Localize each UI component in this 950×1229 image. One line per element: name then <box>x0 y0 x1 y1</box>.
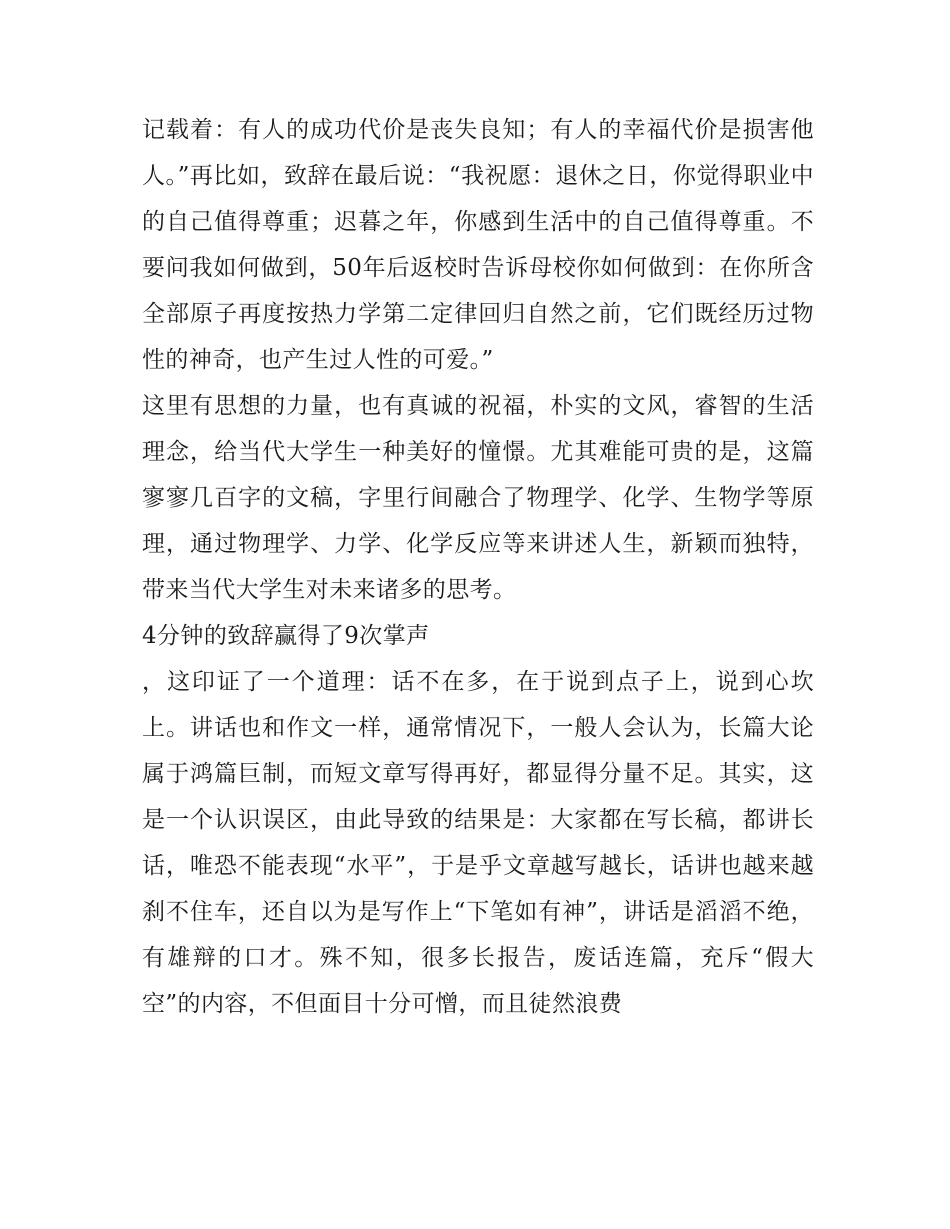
paragraph-speech-quote: 记载着：有人的成功代价是丧失良知；有人的幸福代价是损害他人。”再比如，致辞在最后说：“我祝愿：退休之日，你觉得职业中的自己值得尊重；迟暮之年，你感到生活中的自己值得尊重。不要问我如何做到，50年后返校时告诉母校你如何做到：在你所含全部原子再度按热力学第二定律回归自然之前，它们既经历过物性的神奇，也产生过人性的可爱。” <box>142 117 814 373</box>
paragraph-commentary: 这里有思想的力量，也有真诚的祝福，朴实的文风，睿智的生活理念，给当代大学生一种美好的憧憬。尤其难能可贵的是，这篇寥寥几百字的文稿，字里行间融合了物理学、化学、生物学等原理，通过物理学、力学、化学反应等来讲述人生，新颖而独特，带来当代大学生对未来诸多的思考。 <box>142 393 814 603</box>
paragraph-applause-heading: 4分钟的致辞赢得了9次掌声 <box>142 623 430 649</box>
paragraph-brevity-argument: ，这印证了一个道理：话不在多，在于说到点子上，说到心坎上。讲话也和作文一样，通常情况下，一般人会认为，长篇大论属于鸿篇巨制，而短文章写得再好，都显得分量不足。其实，这是一个认识误区，由此导致的结果是：大家都在写长稿，都讲长话，唯恐不能表现“水平”，于是乎文章越写越长，话讲也越来越刹不住车，还自以为是写作上“下笔如有神”，讲话是滔滔不绝，有雄辩的口才。殊不知，很多长报告，废话连篇，充斥“假大空”的内容，不但面目十分可憎，而且徒然浪费 <box>142 669 814 1017</box>
document-body <box>142 107 814 1027</box>
